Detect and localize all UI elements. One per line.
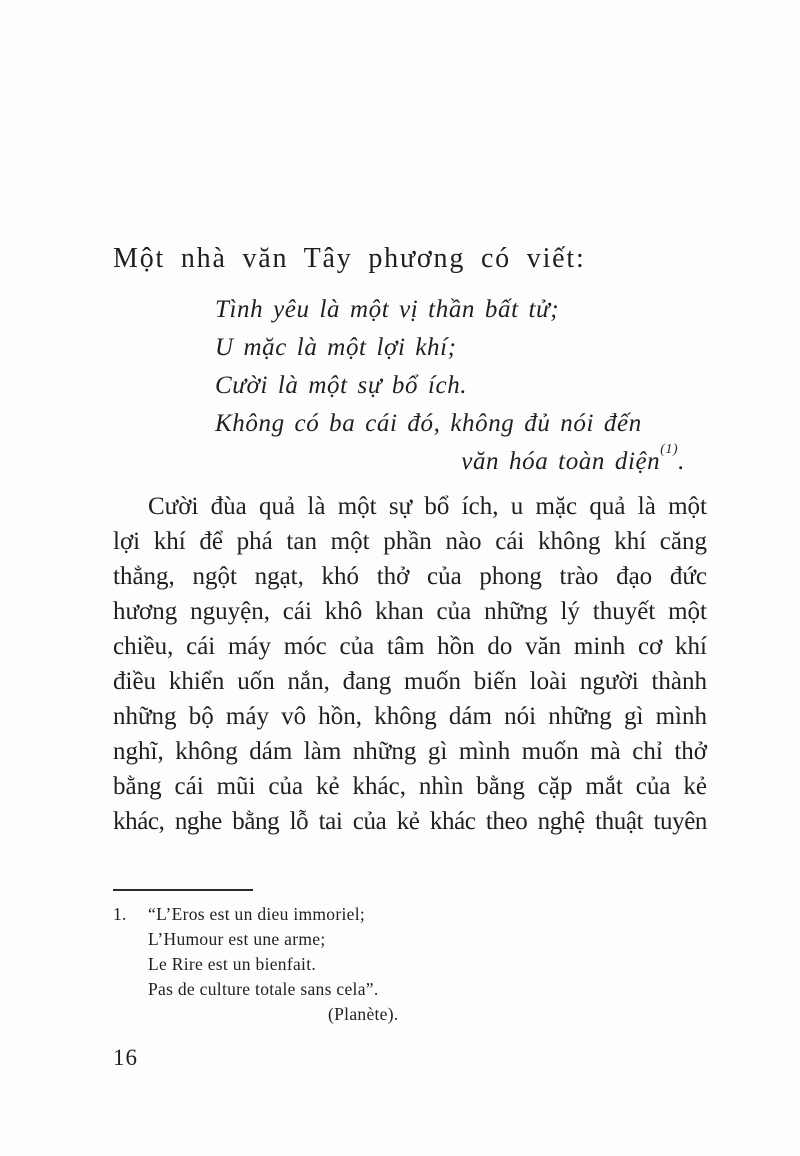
- body-line: bằng cái mũi của kẻ khác, nhìn bằng cặp mắt của kẻ: [113, 773, 707, 800]
- footnote-ref-superscript: (1): [660, 441, 679, 457]
- body-line: điều khiển uốn nắn, đang muốn biến loài người thành: [113, 668, 707, 695]
- footnote-line: “L’Eros est un dieu immoriel;: [148, 904, 366, 924]
- body-line: chiều, cái máy móc của tâm hồn do văn minh cơ khí: [113, 633, 707, 660]
- page-number: 16: [113, 1045, 138, 1070]
- footnote-line: Le Rire est un bienfait.: [148, 954, 317, 974]
- body-line: hương nguyện, cái khô khan của những lý thuyết một: [113, 598, 707, 625]
- body-line: thẳng, ngột ngạt, khó thở của phong trào đạo đức: [113, 563, 707, 590]
- footnote-line: Pas de culture totale sans cela”.: [148, 979, 379, 999]
- quote-line: Cười là một sự bổ ích.: [215, 372, 468, 399]
- body-line: nghĩ, không dám làm những gì mình muốn mà chỉ thở: [113, 738, 707, 765]
- footnote-divider: [113, 889, 253, 891]
- body-line: khác, nghe bằng lỗ tai của kẻ khác theo nghệ thuật tuyên: [113, 808, 707, 835]
- quote-line: Không có ba cái đó, không đủ nói đến: [215, 410, 642, 437]
- quote-line: Tình yêu là một vị thần bất tử;: [215, 296, 560, 323]
- body-paragraph: [113, 489, 707, 839]
- footnote-attribution: (Planète).: [328, 1004, 399, 1024]
- footnote-marker: 1.: [113, 904, 127, 924]
- quote-closing-line: [215, 443, 707, 481]
- quote-block: [215, 291, 707, 481]
- quote-line: U mặc là một lợi khí;: [215, 334, 457, 361]
- page-content: [113, 240, 707, 1071]
- quote-closing-text: văn hóa toàn diện: [461, 448, 661, 475]
- footnote-block: [113, 902, 707, 1027]
- body-line: lợi khí để phá tan một phần nào cái không khí căng: [113, 528, 707, 555]
- footnote-line: L’Humour est une arme;: [148, 929, 326, 949]
- body-line: những bộ máy vô hồn, không dám nói những gì mình: [113, 703, 707, 730]
- body-line: Cười đùa quả là một sự bổ ích, u mặc quả là một: [148, 493, 707, 520]
- footnote-lines: [148, 902, 707, 1027]
- intro-line: Một nhà văn Tây phương có viết:: [113, 243, 586, 274]
- quote-closing-period: .: [678, 448, 685, 475]
